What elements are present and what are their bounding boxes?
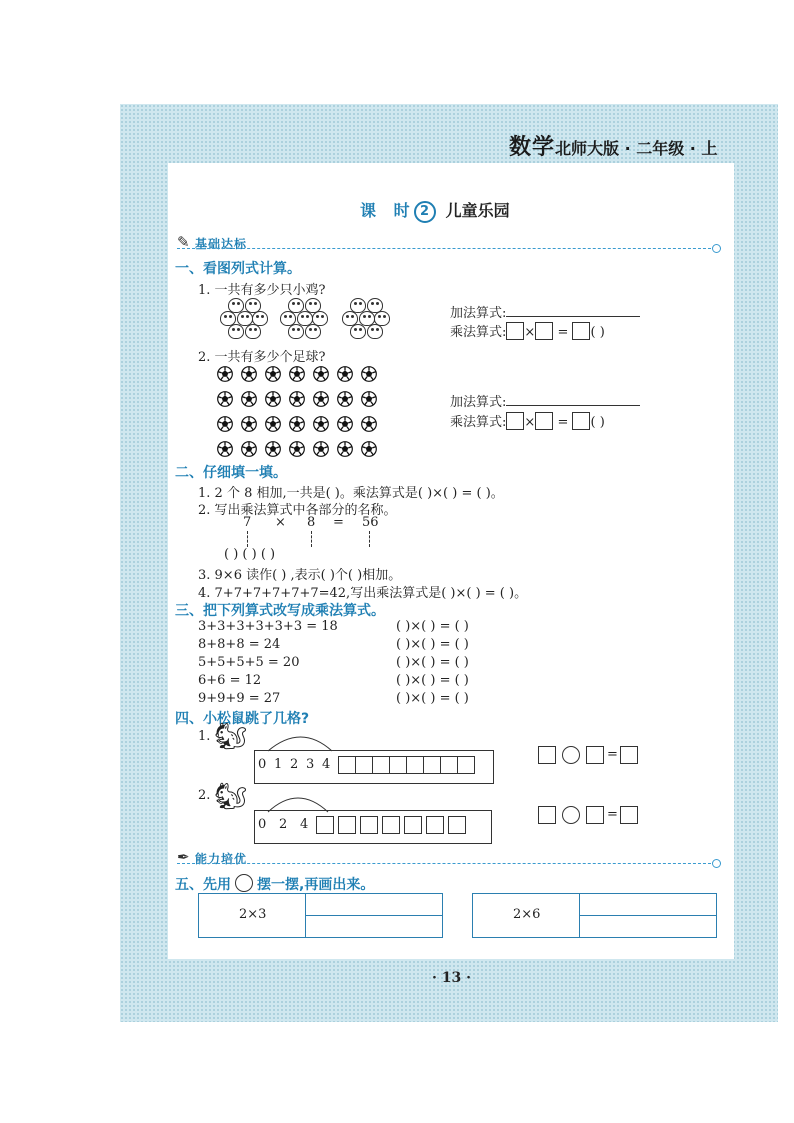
band-label: 基础达标 xyxy=(195,237,248,251)
lesson-name: 儿童乐园 xyxy=(445,201,510,220)
equals-sign: = xyxy=(557,325,569,340)
football-icon xyxy=(289,441,305,457)
section-2-title: 二、仔细填一填。 xyxy=(175,465,287,481)
football-icon xyxy=(313,391,329,407)
dashed-divider xyxy=(177,863,721,864)
answer-box[interactable] xyxy=(538,806,556,824)
addition-row-1 xyxy=(450,302,640,321)
football-icon xyxy=(217,416,233,432)
football-icon xyxy=(289,366,305,382)
multiplication-label: 乘法算式: xyxy=(450,415,507,430)
answer-box[interactable] xyxy=(538,746,556,764)
expression: 5+5+5+5 = 20 xyxy=(198,655,300,670)
equals-sign: = xyxy=(607,807,618,822)
football-icon xyxy=(337,416,353,432)
equation-result: 56 xyxy=(362,515,379,530)
multiplication-label: 乘法算式: xyxy=(450,325,507,340)
question-4-1: 1. xyxy=(198,729,211,744)
operator-circle[interactable] xyxy=(562,806,580,824)
ruler-cell xyxy=(406,756,424,774)
answer-box[interactable] xyxy=(586,746,604,764)
page-number: · 13 · xyxy=(432,970,471,986)
addition-row-2 xyxy=(450,391,640,410)
section-5-title-part: 摆一摆,再画出来。 xyxy=(257,877,375,893)
football-icon xyxy=(241,441,257,457)
answer-table-2 xyxy=(472,893,717,938)
question-2-1: 1. 2 个 8 相加,一共是( )。乘法算式是( )×( ) = ( )。 xyxy=(198,486,504,501)
football-icon xyxy=(289,416,305,432)
football-icon xyxy=(313,366,329,382)
ruler-cell xyxy=(372,756,390,774)
section-band-basic xyxy=(177,235,721,251)
lesson-label: 课 时 xyxy=(360,201,416,220)
fill-blank-row[interactable]: ( )×( ) = ( ) xyxy=(396,655,469,670)
ruler-cell xyxy=(440,756,458,774)
ruler-cell xyxy=(426,816,444,834)
multiplication-expression: 2×3 xyxy=(239,907,267,922)
fill-blank-row[interactable]: ( )×( ) = ( ) xyxy=(396,619,469,634)
equation-part-a: 7 xyxy=(243,515,252,530)
football-picture xyxy=(217,366,385,466)
unit-blank[interactable]: ( ) xyxy=(590,415,605,430)
football-icon xyxy=(217,366,233,382)
expression: 9+9+9 = 27 xyxy=(198,691,281,706)
fill-blank-row[interactable]: ( )×( ) = ( ) xyxy=(396,673,469,688)
football-icon xyxy=(361,416,377,432)
band-label: 能力培优 xyxy=(195,852,248,866)
ruler-cell xyxy=(404,816,422,834)
answer-box[interactable] xyxy=(535,322,553,340)
fill-blank-row[interactable]: ( )×( ) = ( ) xyxy=(396,637,469,652)
answer-box[interactable] xyxy=(506,322,524,340)
answer-box[interactable] xyxy=(586,806,604,824)
ruler-tick-label: 1 xyxy=(274,757,283,772)
section-4-title: 四、小松鼠跳了几格? xyxy=(175,711,310,727)
addition-label: 加法算式: xyxy=(450,306,507,321)
multiplication-row-2 xyxy=(450,411,605,430)
ruler-cell xyxy=(338,816,356,834)
pointer-line xyxy=(247,531,248,547)
expression: 6+6 = 12 xyxy=(198,673,262,688)
football-icon xyxy=(265,391,281,407)
answer-box[interactable] xyxy=(506,412,524,430)
section-5-title xyxy=(175,874,374,894)
subject-title: 数学 xyxy=(509,135,556,160)
football-icon xyxy=(265,366,281,382)
dashed-divider xyxy=(177,248,721,249)
ruler-tick-label: 0 xyxy=(258,757,267,772)
ruler-tick-label: 4 xyxy=(300,817,309,832)
football-icon xyxy=(289,391,305,407)
addition-label: 加法算式: xyxy=(450,395,507,410)
section-3-title: 三、把下列算式改写成乘法算式。 xyxy=(175,603,385,619)
multiplication-expression: 2×6 xyxy=(513,907,541,922)
section-1-title: 一、看图列式计算。 xyxy=(175,261,301,277)
football-icon xyxy=(337,391,353,407)
squirrel-icon: 🐿 xyxy=(214,722,248,752)
football-icon xyxy=(361,441,377,457)
football-icon xyxy=(241,391,257,407)
ruler-cell xyxy=(316,816,334,834)
expression: 3+3+3+3+3+3 = 18 xyxy=(198,619,338,634)
ruler-cell xyxy=(355,756,373,774)
answer-table-1 xyxy=(198,893,443,938)
ruler-tick-label: 0 xyxy=(258,817,267,832)
pointer-line xyxy=(369,531,370,547)
football-icon xyxy=(337,366,353,382)
ruler-cell xyxy=(448,816,466,834)
lesson-title xyxy=(360,198,510,223)
equation-times: × xyxy=(275,515,286,530)
equation-part-b: 8 xyxy=(307,515,316,530)
ruler-cell xyxy=(457,756,475,774)
football-icon xyxy=(217,441,233,457)
divider-dot xyxy=(712,859,721,868)
football-icon xyxy=(361,391,377,407)
operator-circle[interactable] xyxy=(562,746,580,764)
ruler-tick-label: 4 xyxy=(322,757,331,772)
part-name-blanks[interactable]: ( ) ( ) ( ) xyxy=(224,547,276,562)
football-icon xyxy=(217,391,233,407)
ruler-cell xyxy=(360,816,378,834)
question-2-4: 4. 7+7+7+7+7+7=42,写出乘法算式是( )×( ) = ( )。 xyxy=(198,586,528,601)
lesson-number: 2 xyxy=(414,201,436,223)
ruler-tick-label: 3 xyxy=(306,757,315,772)
answer-box[interactable] xyxy=(535,412,553,430)
equation-equals: = xyxy=(333,515,344,530)
ruler-tick-label: 2 xyxy=(290,757,299,772)
unit-blank[interactable]: ( ) xyxy=(590,325,605,340)
fill-blank-row[interactable]: ( )×( ) = ( ) xyxy=(396,691,469,706)
football-icon xyxy=(241,366,257,382)
question-1-1: 1. 一共有多少只小鸡? xyxy=(198,283,326,298)
times-sign: × xyxy=(524,325,536,340)
football-icon xyxy=(361,366,377,382)
multiplication-row-1 xyxy=(450,321,605,340)
football-icon xyxy=(313,441,329,457)
question-4-2: 2. xyxy=(198,788,211,803)
pencil-icon: ✎ xyxy=(177,233,190,251)
divider-dot xyxy=(712,244,721,253)
football-icon xyxy=(265,441,281,457)
ruler-cell xyxy=(382,816,400,834)
section-5-title-part: 五、先用 xyxy=(175,877,231,893)
addition-answer-line[interactable] xyxy=(506,405,640,406)
section-band-advanced xyxy=(177,850,721,866)
ruler-tick-label: 2 xyxy=(279,817,288,832)
book-header xyxy=(509,130,717,161)
answer-box[interactable] xyxy=(572,412,590,430)
equals-sign: = xyxy=(607,747,618,762)
question-2-3: 3. 9×6 读作( ) ,表示( )个( )相加。 xyxy=(198,568,402,583)
ruler-cell xyxy=(423,756,441,774)
football-icon xyxy=(265,416,281,432)
edition-label: 北师大版 · 二年级 · 上 xyxy=(555,139,718,158)
question-1-2: 2. 一共有多少个足球? xyxy=(198,350,326,365)
jump-arc xyxy=(266,792,336,814)
football-icon xyxy=(241,416,257,432)
football-icon xyxy=(313,416,329,432)
answer-box[interactable] xyxy=(572,322,590,340)
squirrel-icon: 🐿 xyxy=(214,782,248,812)
pen-icon: ✒ xyxy=(177,848,190,866)
ruler-cell xyxy=(389,756,407,774)
question-2-2: 2. 写出乘法算式中各部分的名称。 xyxy=(198,503,397,518)
times-sign: × xyxy=(524,415,536,430)
equals-sign: = xyxy=(557,415,569,430)
ruler-cell xyxy=(338,756,356,774)
pointer-line xyxy=(311,531,312,547)
jump-arc xyxy=(266,731,336,753)
answer-box[interactable] xyxy=(620,806,638,824)
circle-icon xyxy=(235,874,253,892)
addition-answer-line[interactable] xyxy=(506,316,640,317)
expression: 8+8+8 = 24 xyxy=(198,637,281,652)
answer-box[interactable] xyxy=(620,746,638,764)
football-icon xyxy=(337,441,353,457)
